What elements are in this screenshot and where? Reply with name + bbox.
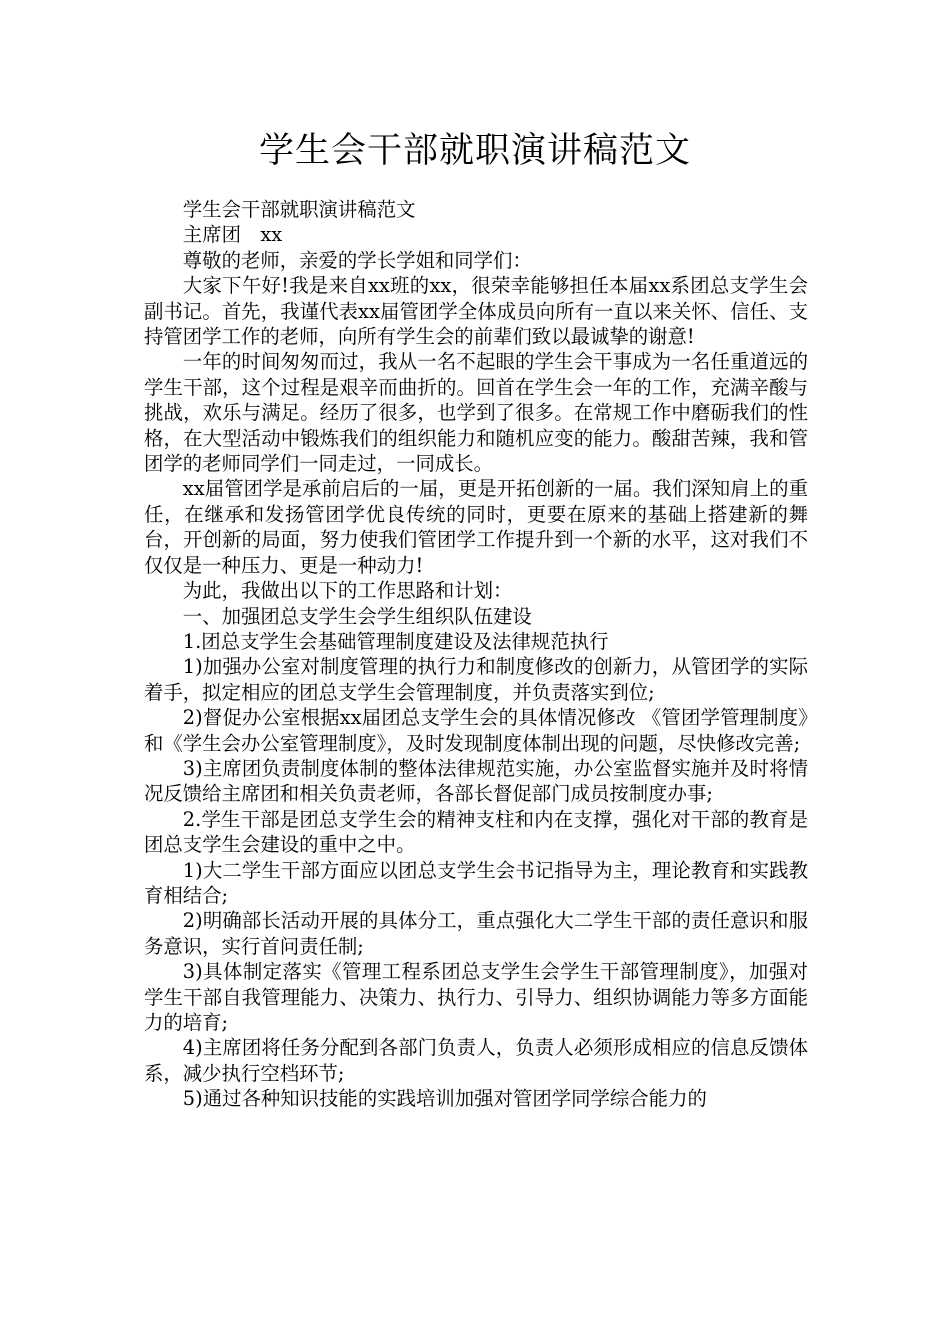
paragraph: 尊敬的老师，亲爱的学长学姐和同学们： xyxy=(182,248,532,272)
paragraph: 大家下午好!我是来自xx班的xx，很荣幸能够担任本届xx系团总支学生会副书记。首先，我谨代表xx届管团学全体成员向所有一直以来关怀、信任、支持管团学工作的老师，向所有学生会的前辈们致以最诚挚的谢意! xyxy=(144,274,808,349)
document-body xyxy=(144,197,808,1112)
paragraph: 一年的时间匆匆而过，我从一名不起眼的学生会干事成为一名任重道远的学生干部，这个过程是艰辛而曲折的。回首在学生会一年的工作，充满辛酸与挑战，欢乐与满足。经历了很多，也学到了很多。在常规工作中磨砺我们的性格，在大型活动中锻炼我们的组织能力和随机应变的能力。酸甜苦辣，我和管团学的老师同学们一同走过，一同成长。 xyxy=(144,350,808,476)
paragraph: 1.团总支学生会基础管理制度建设及法律规范执行 xyxy=(182,629,609,653)
paragraph: 3)主席团负责制度体制的整体法律规范实施，办公室监督实施并及时将情况反馈给主席团和相关负责老师，各部长督促部门成员按制度办事; xyxy=(144,756,808,806)
page-title: 学生会干部就职演讲稿范文 xyxy=(258,131,691,171)
paragraph: 4)主席团将任务分配到各部门负责人，负责人必须形成相应的信息反馈体系，减少执行空档环节; xyxy=(144,1036,808,1085)
paragraph: 主席团 xx xyxy=(182,223,283,247)
paragraph: 5)通过各种知识技能的实践培训加强对管团学同学综合能力的 xyxy=(182,1087,707,1111)
paragraph: 学生会干部就职演讲稿范文 xyxy=(182,198,416,221)
paragraph: 为此，我做出以下的工作思路和计划： xyxy=(182,579,513,603)
paragraph: 2)明确部长活动开展的具体分工，重点强化大二学生干部的责任意识和服务意识，实行首问责任制; xyxy=(144,909,808,958)
paragraph: 2)督促办公室根据xx届团总支学生会的具体情况修改 《管团学管理制度》和《学生会办公室管理制度》，及时发现制度体制出现的问题，尽快修改完善; xyxy=(144,706,808,755)
paragraph: xx届管团学是承前启后的一届，更是开拓创新的一届。我们深知肩上的重任，在继承和发扬管团学优良传统的同时，更要在原来的基础上搭建新的舞台，开创新的局面，努力使我们管团学工作提升到一个新的水平，这对我们不仅仅是一种压力、更是一种动力! xyxy=(144,477,808,577)
paragraph: 1)大二学生干部方面应以团总支学生会书记指导为主，理论教育和实践教育相结合; xyxy=(144,858,808,907)
paragraph: 一、加强团总支学生会学生组织队伍建设 xyxy=(182,604,532,628)
paragraph: 1)加强办公室对制度管理的执行力和制度修改的创新力，从管团学的实际着手，拟定相应的团总支学生会管理制度，并负责落实到位; xyxy=(144,655,808,704)
paragraph: 2.学生干部是团总支学生会的精神支柱和内在支撑，强化对干部的教育是团总支学生会建设的重中之中。 xyxy=(144,807,808,857)
paragraph: 3)具体制定落实《管理工程系团总支学生会学生干部管理制度》，加强对学生干部自我管理能力、决策力、执行力、引导力、组织协调能力等多方面能力的培育; xyxy=(144,960,808,1034)
